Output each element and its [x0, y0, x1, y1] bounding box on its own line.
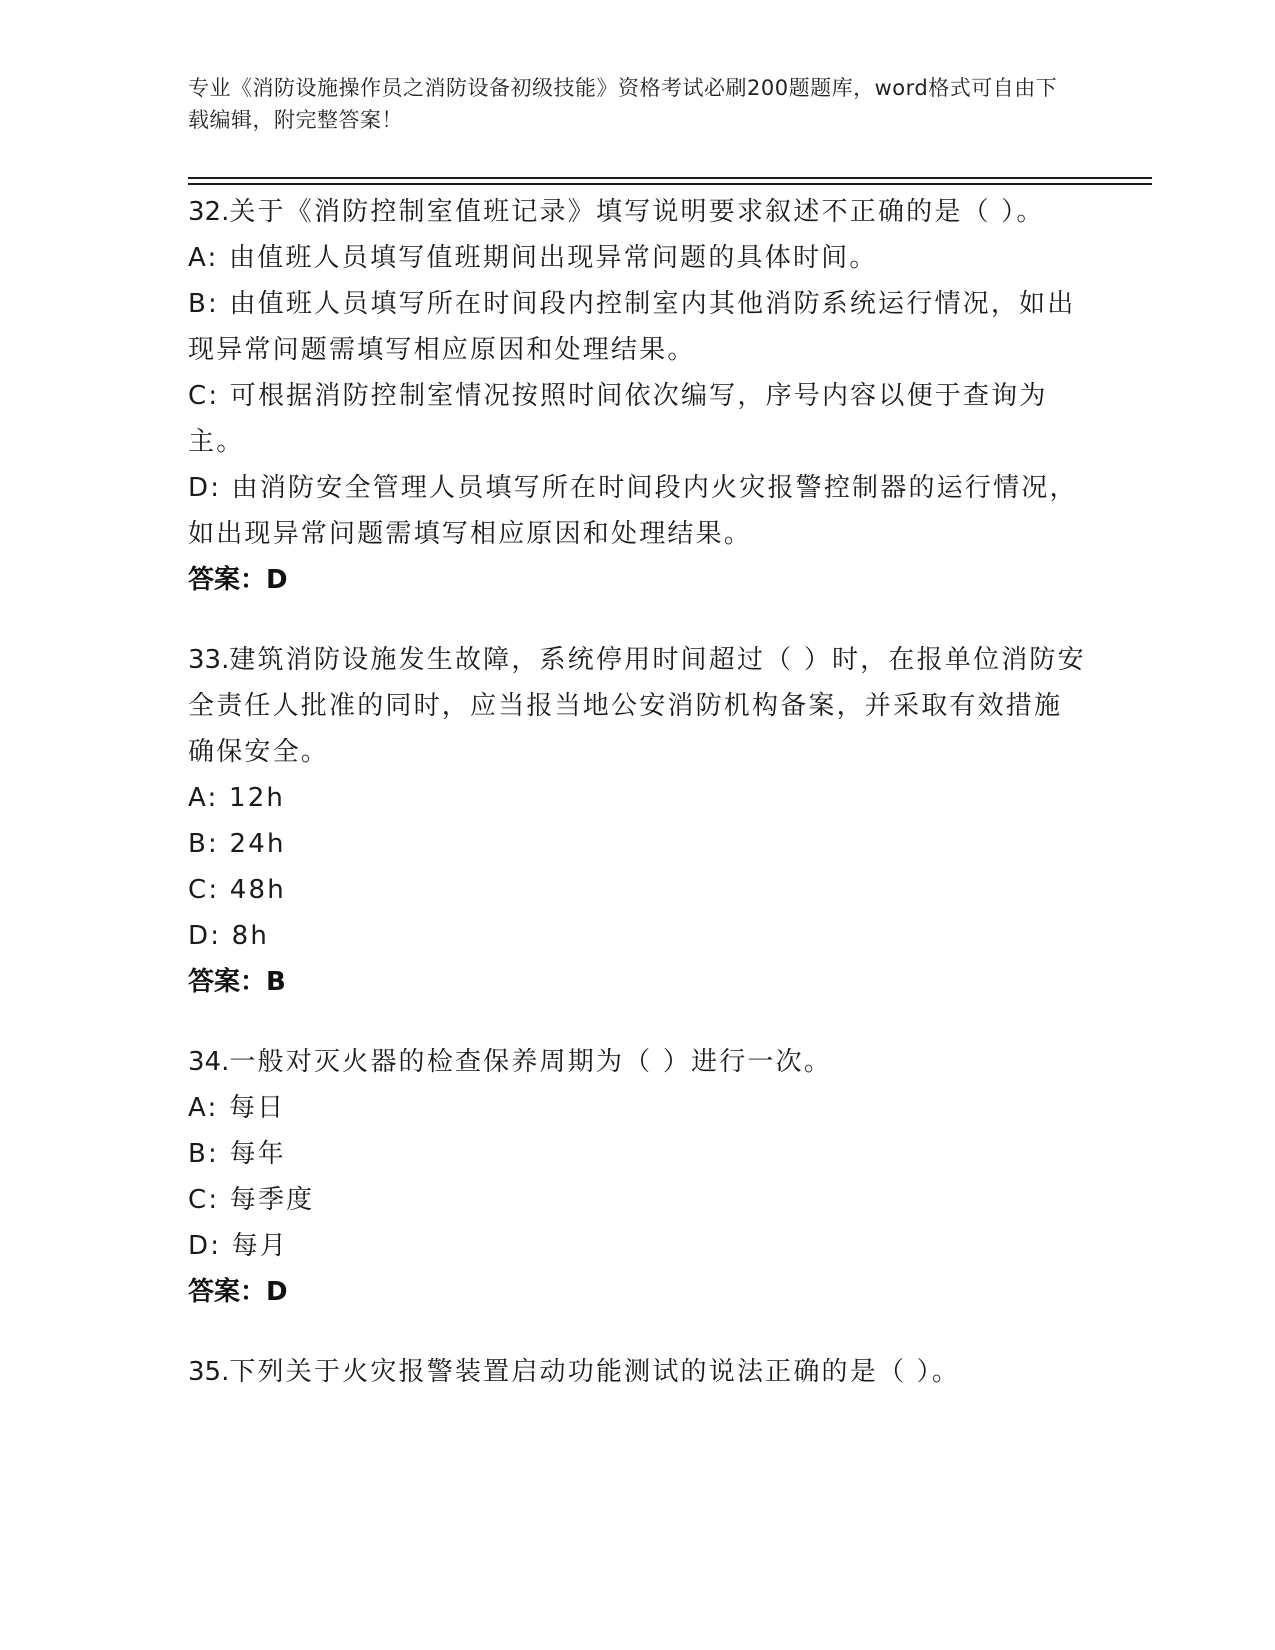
answer-line: 答案：D	[188, 1277, 288, 1307]
question-32	[188, 189, 1088, 603]
answer-line: 答案：B	[188, 967, 286, 997]
question-list	[188, 189, 1088, 1429]
header-divider-bottom	[188, 183, 1152, 185]
question-stem: 关于《消防控制室值班记录》填写说明要求叙述不正确的是（ ）。	[229, 197, 1045, 227]
question-number: 35.	[188, 1357, 230, 1387]
question-number: 32.	[188, 197, 230, 227]
question-stem: 一般对灭火器的检查保养周期为（ ）进行一次。	[229, 1047, 833, 1077]
question-stem: 下列关于火灾报警装置启动功能测试的说法正确的是（ ）。	[229, 1357, 961, 1387]
option-a: A: 12h	[188, 783, 286, 813]
header-divider-top	[188, 177, 1152, 179]
question-number: 33.	[188, 645, 230, 675]
answer-line: 答案：D	[188, 565, 288, 595]
option-b: B: 由值班人员填写所在时间段内控制室内其他消防系统运行情况，如出现异常问题需填写相应原因和处理结果。	[188, 289, 1076, 365]
option-a: A: 由值班人员填写值班期间出现异常问题的具体时间。	[188, 243, 878, 273]
option-d: D: 每月	[188, 1231, 289, 1261]
option-a: A: 每日	[188, 1093, 286, 1123]
question-33	[188, 637, 1088, 1005]
option-c: C: 可根据消防控制室情况按照时间依次编写，序号内容以便于查询为主。	[188, 381, 1048, 457]
option-c: C: 48h	[188, 875, 286, 905]
question-35	[188, 1349, 1088, 1395]
option-b: B: 每年	[188, 1139, 286, 1169]
question-34	[188, 1039, 1088, 1315]
document-header: 专业《消防设施操作员之消防设备初级技能》资格考试必刷200题题库，word格式可自由下载编辑，附完整答案！	[188, 76, 1058, 132]
question-text	[188, 1039, 1088, 1085]
option-b: B: 24h	[188, 829, 286, 859]
option-d: D: 8h	[188, 921, 270, 951]
question-text	[188, 189, 1088, 235]
option-c: C: 每季度	[188, 1185, 315, 1215]
question-text	[188, 637, 1088, 775]
question-number: 34.	[188, 1047, 230, 1077]
question-stem: 建筑消防设施发生故障，系统停用时间超过（ ）时，在报单位消防安全责任人批准的同时，应当报当地公安消防机构备案，并采取有效措施确保安全。	[188, 645, 1086, 767]
option-d: D: 由消防安全管理人员填写所在时间段内火灾报警控制器的运行情况，如出现异常问题需填写相应原因和处理结果。	[188, 473, 1078, 549]
question-text	[188, 1349, 1088, 1395]
